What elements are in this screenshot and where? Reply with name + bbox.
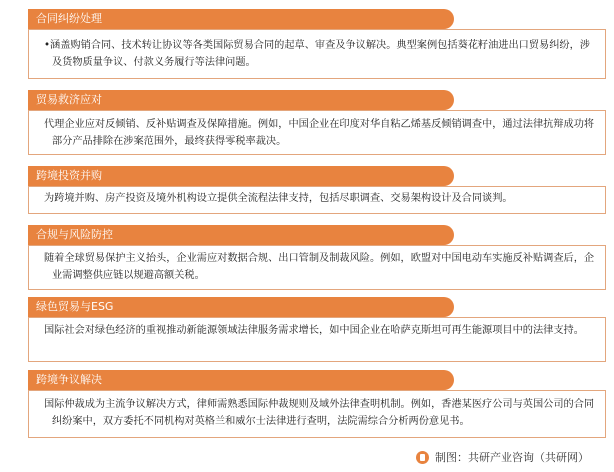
section-title: 贸易救济应对: [28, 90, 454, 110]
source-text: 制图：共研产业咨询（共研网）: [435, 451, 589, 464]
section-text: 国际仲裁成为主流争议解决方式，律师需熟悉国际仲裁规则及域外法律查明机制。例如，香港某医疗公司与英国公司的合同纠纷案中，双方委托不同机构对英格兰和威尔士法律进行查明，法院需综合分析两份意见书。: [44, 399, 595, 427]
section-title: 跨境争议解决: [28, 370, 454, 390]
section-text: 随着全球贸易保护主义抬头，企业需应对数据合规、出口管制及制裁风险。例如，欧盟对中国电动车实施反补贴调查后，企业需调整供应链以规避高额关税。: [44, 253, 595, 281]
source-footer: [416, 447, 589, 467]
section-title: 合规与风险防控: [28, 225, 454, 245]
section-text: 为跨境并购、房产投资及境外机构设立提供全流程法律支持，包括尽职调查、交易架构设计及合同谈判。: [44, 193, 513, 204]
section-text: •涵盖购销合同、技术转让协议等各类国际贸易合同的起草、审查及争议解决。典型案例包括葵花籽油进出口贸易纠纷，涉及货物质量争议、付款义务履行等法律问题。: [44, 40, 590, 68]
section-text: 代理企业应对反倾销、反补贴调查及保障措施。例如，中国企业在印度对华自粘乙烯基反倾销调查中，通过法律抗辩成功将部分产品排除在涉案范围外，最终获得零税率裁决。: [44, 119, 595, 147]
section-title: 绿色贸易与ESG: [28, 297, 454, 317]
section-title: 合同纠纷处理: [28, 9, 454, 29]
section-title: 跨境投资并购: [28, 166, 454, 186]
logo-icon: [416, 451, 429, 464]
section-text: 国际社会对绿色经济的重视推动新能源领域法律服务需求增长，如中国企业在哈萨克斯坦可再生能源项目中的法律支持。: [44, 325, 584, 336]
